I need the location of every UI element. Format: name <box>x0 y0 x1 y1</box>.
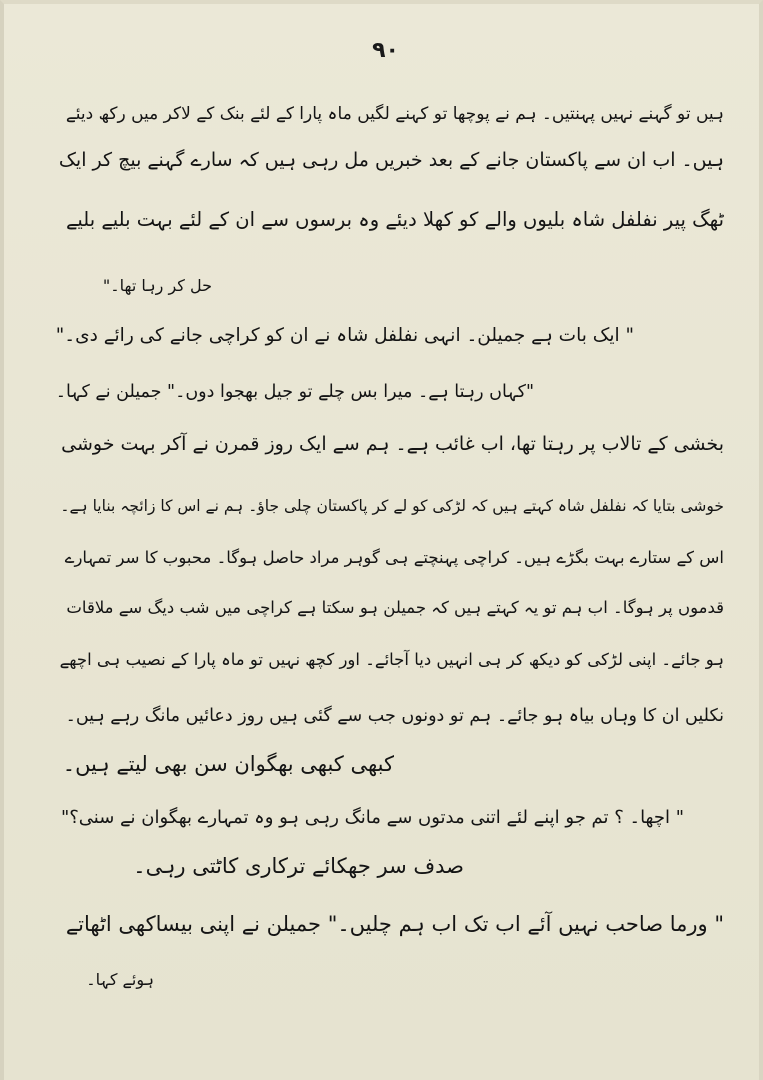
text-line: کبھی کبھی بھگوان سن بھی لیتے ہیں۔ <box>62 752 394 776</box>
text-line: اس کے ستارے بہت بگڑے ہیں۔ کراچی پہنچتے ہی گوہر مراد حاصل ہوگا۔ محبوب کا سر تمہارے <box>64 548 724 567</box>
text-line: ہو جائے۔ اپنی لڑکی کو دیکھ کر ہی انہیں دیا آجائے۔ اور کچھ نہیں تو ماہ پارا کے نصیب ہی اچھے <box>59 650 724 669</box>
text-line: ہیں۔ اب ان سے پاکستان جانے کے بعد خبریں مل رہی ہیں کہ سارے گہنے بیچ کر ایک <box>58 149 724 171</box>
text-line: ٹھگ پیر نفلفل شاہ بلیوں والے کو کھلا دیئے وہ برسوں سے ان کے لئے بہت بلیے بلیے <box>65 208 724 231</box>
text-line: "کہاں رہتا ہے۔ میرا بس چلے تو جیل بھجوا دوں۔" جمیلن نے کہا۔ <box>55 382 534 402</box>
text-line: خوشی بتایا کہ نفلفل شاہ کہتے ہیں کہ لڑکی کو لے کر پاکستان چلی جاؤ۔ ہم نے اس کا زائچہ بنایا ہے۔ <box>60 497 724 515</box>
text-line: ہیں تو گہنے نہیں پہنتیں۔ ہم نے پوچھا تو کہنے لگیں ماہ پارا کے لئے بنک کے لاکر میں رکھ دیئے <box>65 104 724 124</box>
page-number: ۹۰ <box>372 38 399 63</box>
text-line: " اچھا۔ ؟ تم جو اپنے لئے اتنی مدتوں سے مانگ رہی ہو وہ تمہارے بھگوان نے سنی؟" <box>60 807 684 828</box>
text-line: " ورما صاحب نہیں آئے اب تک اب ہم چلیں۔" جمیلن نے اپنی بیساکھی اٹھاتے <box>65 912 724 936</box>
text-line: " ایک بات ہے جمیلن۔ انہی نفلفل شاہ نے ان کو کراچی جانے کی رائے دی۔" <box>55 325 634 346</box>
text-line: بخشی کے تالاب پر رہتا تھا، اب غائب ہے۔ ہم سے ایک روز قمرن نے آکر بہت خوشی <box>61 433 724 455</box>
text-line: نکلیں ان کا وہاں بیاہ ہو جائے۔ ہم تو دونوں جب سے گئی ہیں روز دعائیں مانگ رہے ہیں۔ <box>65 706 724 726</box>
text-line: ہوئے کہا۔ <box>86 970 154 989</box>
text-line: صدف سر جھکائے ترکاری کاٹتی رہی۔ <box>133 854 464 878</box>
text-line: قدموں پر ہوگا۔ اب ہم تو یہ کہتے ہیں کہ جمیلن ہو سکتا ہے کراچی میں شب دیگ سے ملاقات <box>66 598 724 617</box>
text-line: حل کر رہا تھا۔" <box>102 276 212 295</box>
